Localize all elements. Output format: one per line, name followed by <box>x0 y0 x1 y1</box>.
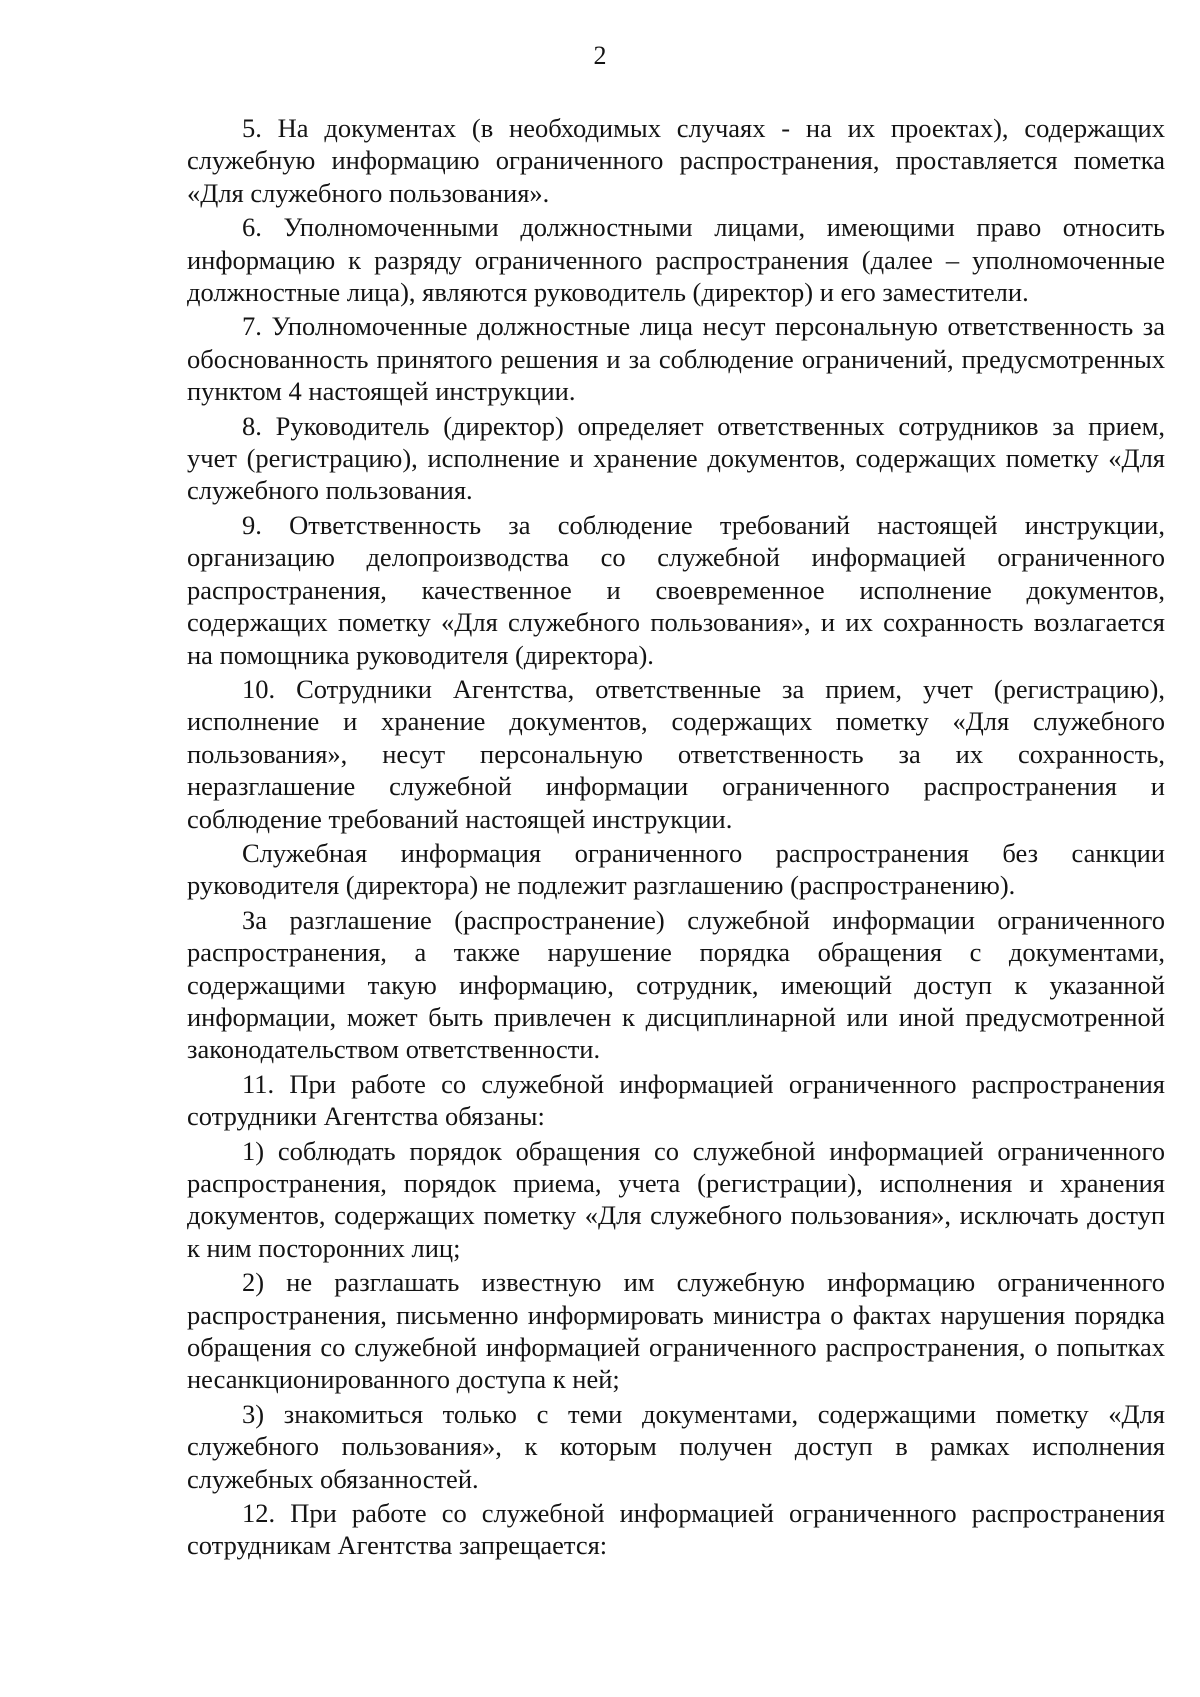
paragraph-12: 12. При работе со служебной информацией ограниченного распространения сотрудникам Агентства запрещается: <box>187 1498 1165 1561</box>
paragraph-9: 9. Ответственность за соблюдение требований настоящей инструкции, организацию делопроизводства со служебной информацией ограниченного распространения, качественное и своевременное исполнение документов, содержащих пометку «Для служебного пользования», и их сохранность возлагается на помощника руководителя (директора). <box>187 509 1165 670</box>
paragraph-6: 6. Уполномоченными должностными лицами, имеющими право относить информацию к разряду ограниченного распространения (далее – уполномоченные должностные лица), являются руководитель (директор) и его заместители. <box>187 212 1165 308</box>
paragraph-liability: За разглашение (распространение) служебной информации ограниченного распространения, а также нарушение порядка обращения с документами, содержащими такую информацию, сотрудник, имеющий доступ к указанной информации, может быть привлечен к дисциплинарной или иной предусмотренной законодательством ответственности. <box>187 904 1165 1065</box>
paragraph-11: 11. При работе со служебной информацией ограниченного распространения сотрудники Агентства обязаны: <box>187 1068 1165 1132</box>
list-item-11-3: 3) знакомиться только с теми документами, содержащими пометку «Для служебного пользования», к которым получен доступ в рамках исполнения служебных обязанностей. <box>187 1398 1165 1494</box>
paragraph-no-sanction: Служебная информация ограниченного распространения без санкции руководителя (директора) не подлежит разглашению (распространению). <box>187 837 1165 901</box>
paragraph-7: 7. Уполномоченные должностные лица несут персональную ответственность за обоснованность принятого решения и за соблюдение ограничений, предусмотренных пунктом 4 настоящей инструкции. <box>187 311 1165 407</box>
list-item-11-1: 1) соблюдать порядок обращения со служебной информацией ограниченного распространения, порядок приема, учета (регистрации), исполнения и хранения документов, содержащих пометку «Для служебного пользования», исключать доступ к ним посторонних лиц; <box>187 1135 1165 1263</box>
paragraph-8: 8. Руководитель (директор) определяет ответственных сотрудников за прием, учет (регистрацию), исполнение и хранение документов, содержащих пометку «Для служебного пользования. <box>187 410 1165 506</box>
document-body <box>187 112 1165 1562</box>
paragraph-5: 5. На документах (в необходимых случаях - на их проектах), содержащих служебную информацию ограниченного распространения, проставляется пометка «Для служебного пользования». <box>187 113 1165 208</box>
list-item-11-2: 2) не разглашать известную им служебную информацию ограниченного распространения, письменно информировать министра о фактах нарушения порядка обращения со служебной информацией ограниченного распространения, о попытках несанкционированного доступа к ней; <box>187 1267 1165 1395</box>
page-number: 2 <box>593 41 607 70</box>
paragraph-10: 10. Сотрудники Агентства, ответственные за прием, учет (регистрацию), исполнение и хранение документов, содержащих пометку «Для служебного пользования», несут персональную ответственность за их сохранность, неразглашение служебной информации ограниченного распространения и соблюдение требований настоящей инструкции. <box>187 673 1165 834</box>
